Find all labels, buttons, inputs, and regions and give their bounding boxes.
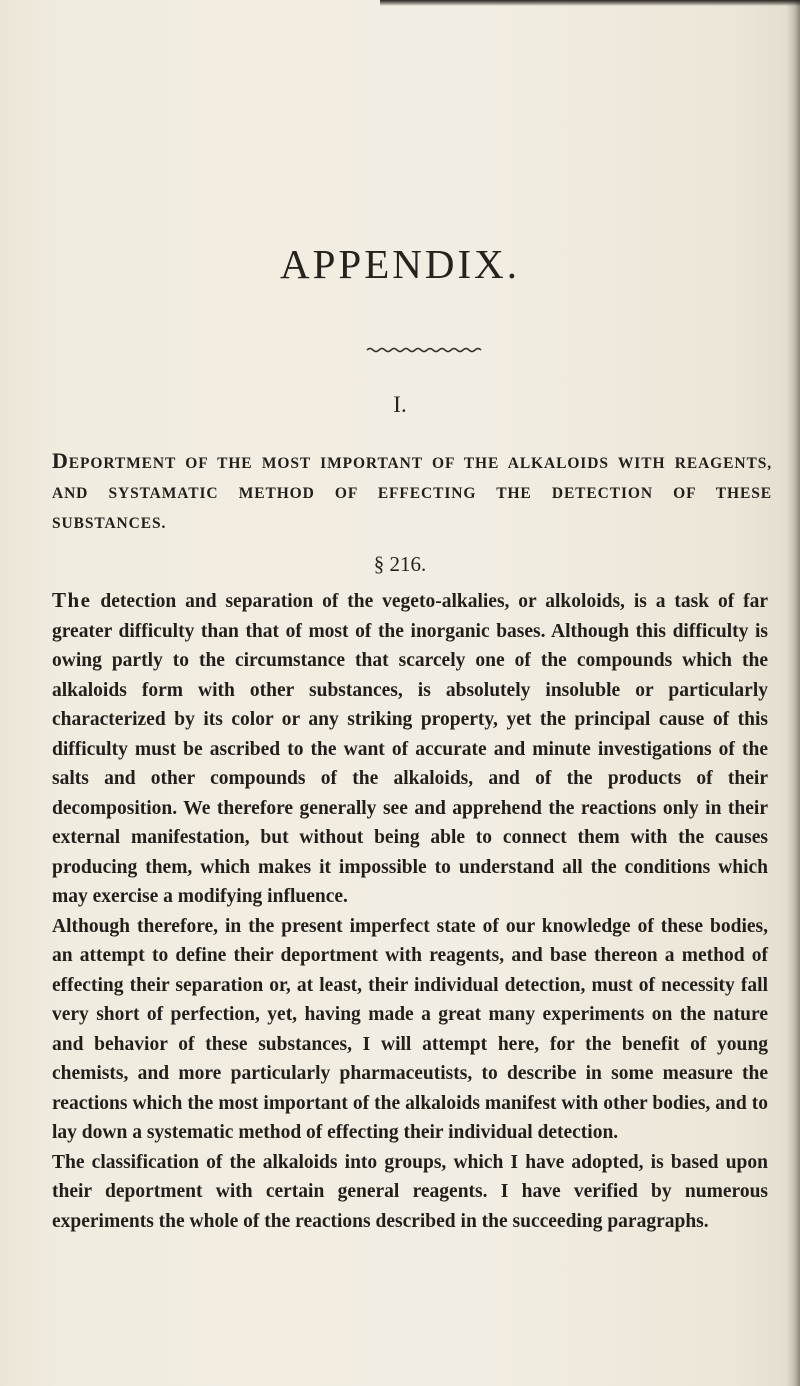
paragraph-1-text: detection and separation of the vegeto-alkalies, or alkoloids, is a task of far greater difficulty than that of most of the inorganic bases. Although this difficulty is owing partly to the circumstance that scarcely one of the compounds which the alkaloids form with other substances, is absolutely insoluble or particularly characterized by its color or any striking property, yet the principal cause of this difficulty must be ascribed to the want of accurate and minute investigations of the salts and other compounds of the alkaloids, and of the products of their decomposition. We therefore generally see and apprehend the reactions only in their external manifestation, but without being able to connect them with the causes producing them, which makes it impossible to understand all the conditions which may exercise a modifying influence. xyxy=(52,591,768,907)
heading-initial: D xyxy=(52,448,69,473)
paragraph-1 xyxy=(52,586,768,912)
ornament-divider-icon xyxy=(365,346,485,354)
heading-text: EPORTMENT OF THE MOST IMPORTANT OF THE ALKALOIDS WITH REAGENTS, AND SYSTAMATIC METHOD OF EFFECTING THE DETECTION OF THESE SUBSTANCES. xyxy=(52,455,772,532)
paragraph-number: § 216. xyxy=(373,552,427,576)
paragraph-3: The classification of the alkaloids into groups, which I have adopted, is based upon their deportment with certain general reagents. I have verified by numerous experiments the whole of the reactions described in the succeeding paragraphs. xyxy=(52,1151,768,1232)
section-heading xyxy=(52,446,772,539)
page-gutter-shadow xyxy=(786,0,800,1386)
top-edge-shadow xyxy=(380,0,800,6)
paragraph-2: Although therefore, in the present imperfect state of our knowledge of these bodies, an attempt to define their deportment with reagents, and base thereon a method of effecting their separation or, at least, their individual detection, must of necessity fall very short of perfection, yet, having made a great many experiments on the nature and behavior of these substances, I will attempt here, for the benefit of young chemists, and more particularly pharmaceutists, to describe in some measure the reactions which the most important of the alkaloids manifest with other bodies, and to lay down a systematic method of effecting their individual detection. xyxy=(52,915,768,1143)
page-title: APPENDIX. xyxy=(280,241,520,287)
lead-word: The xyxy=(52,588,92,612)
section-number: I. xyxy=(393,392,407,417)
body-text xyxy=(52,586,768,1236)
